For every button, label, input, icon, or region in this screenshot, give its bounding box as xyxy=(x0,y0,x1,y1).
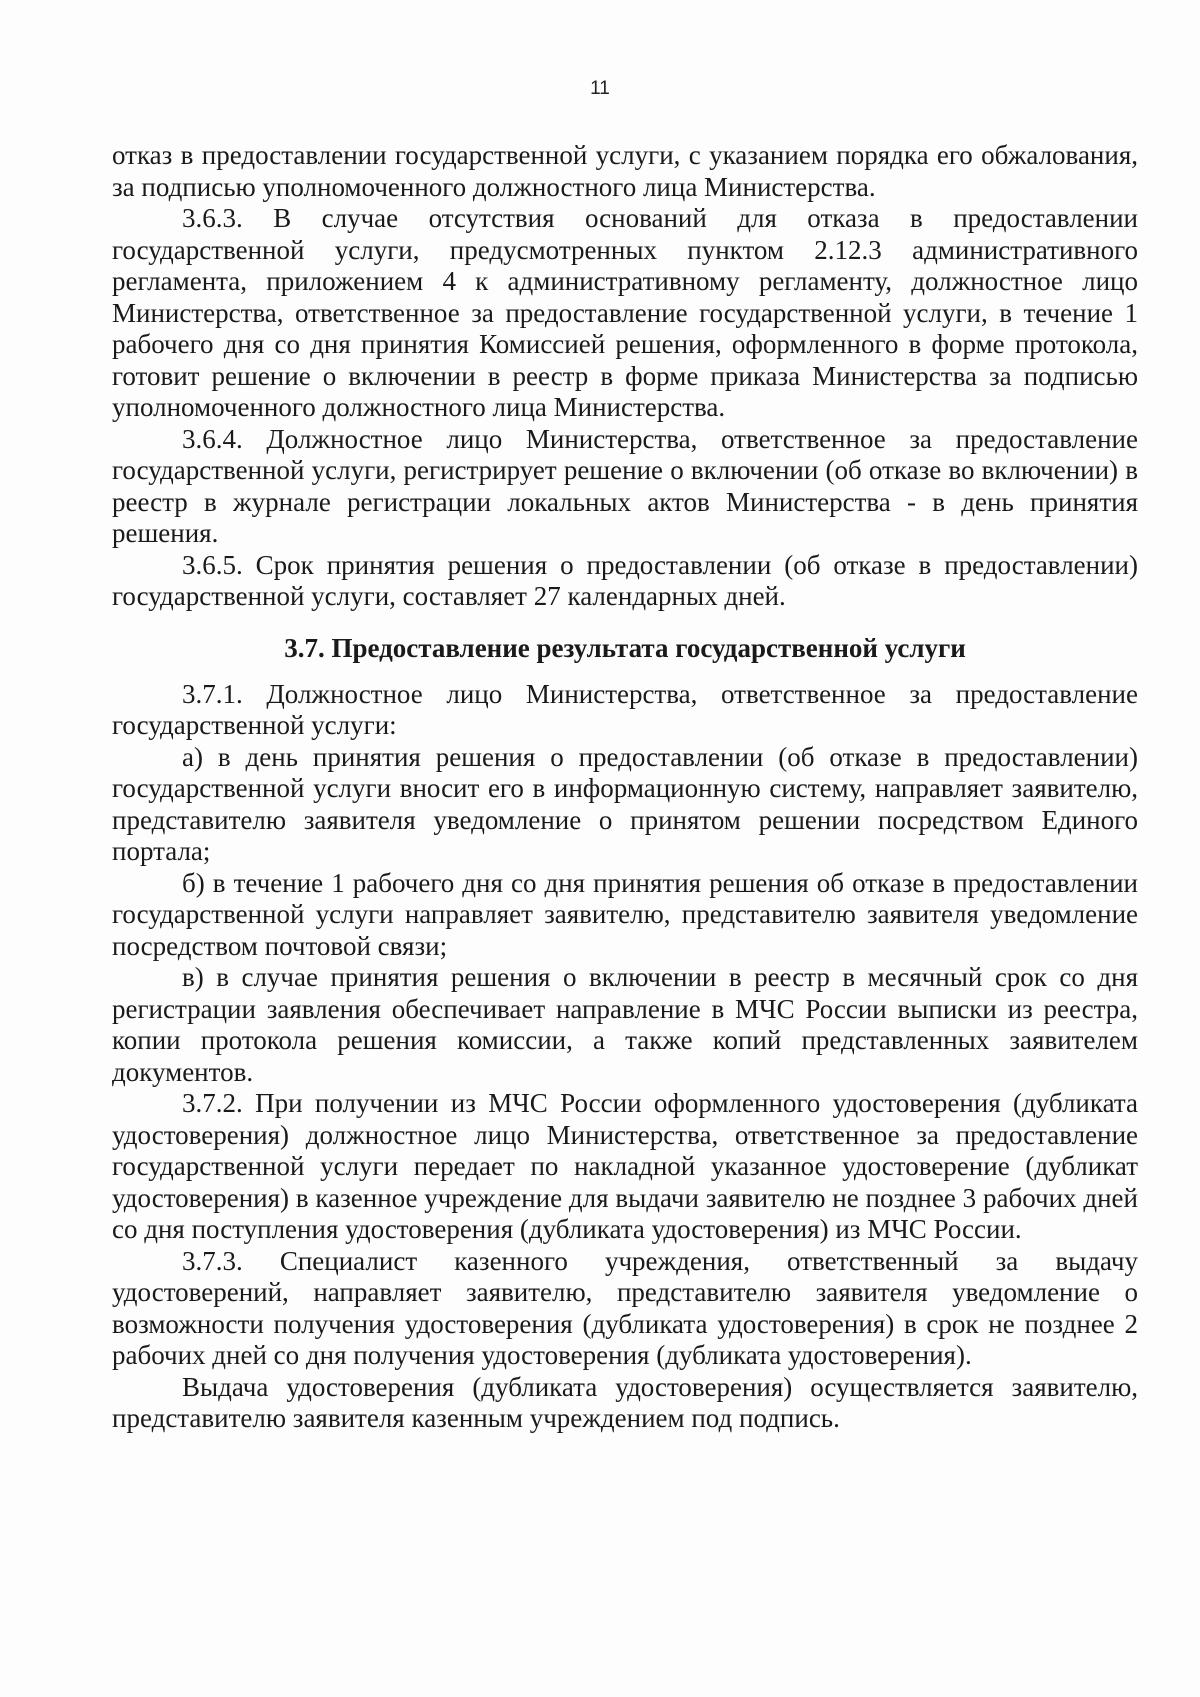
paragraph-3-7-1-a: а) в день принятия решения о предоставлении (об отказе в предоставлении) государственной услуги вносит его в информационную систему, направляет заявителю, представителю заявителя уведомление о принятом решении посредством Единого портала; xyxy=(112,741,1138,866)
paragraph-3-6-4: 3.6.4. Должностное лицо Министерства, ответственное за предоставление государственной услуги, регистрирует решение о включении (об отказе во включении) в реестр в журнале регистрации локальных актов Министерства - в день принятия решения. xyxy=(112,423,1138,548)
paragraph-continuation: отказ в предоставлении государственной услуги, с указанием порядка его обжалования, за подписью уполномоченного должностного лица Министерства. xyxy=(112,140,1138,202)
paragraph-3-7-3: 3.7.3. Специалист казенного учреждения, ответственный за выдачу удостоверений, направляет заявителю, представителю заявителя уведомление о возможности получения удостоверения (дубликата удостоверения) в срок не позднее 2 рабочих дней со дня получения удостоверения (дубликата удостоверения). xyxy=(112,1245,1138,1370)
paragraph-3-7-1-b: б) в течение 1 рабочего дня со дня принятия решения об отказе в предоставлении государственной услуги направляет заявителю, представителю заявителя уведомление посредством почтовой связи; xyxy=(112,867,1138,961)
paragraph-3-7-1-c: в) в случае принятия решения о включении в реестр в месячный срок со дня регистрации заявления обеспечивает направление в МЧС России выписки из реестра, копии протокола решения комиссии, а также копий представленных заявителем документов. xyxy=(112,962,1138,1087)
paragraph-3-7-1: 3.7.1. Должностное лицо Министерства, ответственное за предоставление государственной услуги: xyxy=(112,678,1138,740)
section-heading-3-7: 3.7. Предоставление результата государственной услуги xyxy=(284,632,966,663)
paragraph-issuance: Выдача удостоверения (дубликата удостоверения) осуществляется заявителю, представителю заявителя казенным учреждением под подпись. xyxy=(112,1371,1138,1433)
document-body xyxy=(112,140,1138,1435)
paragraph-3-7-2: 3.7.2. При получении из МЧС России оформленного удостоверения (дубликата удостоверения) должностное лицо Министерства, ответственное за предоставление государственной услуги передает по накладной указанное удостоверение (дубликат удостоверения) в казенное учреждение для выдачи заявителю не позднее 3 рабочих дней со дня поступления удостоверения (дубликата удостоверения) из МЧС России. xyxy=(112,1088,1138,1244)
paragraph-3-6-5: 3.6.5. Срок принятия решения о предоставлении (об отказе в предоставлении) государственной услуги, составляет 27 календарных дней. xyxy=(112,549,1138,611)
paragraph-3-6-3: 3.6.3. В случае отсутствия оснований для отказа в предоставлении государственной услуги, предусмотренных пунктом 2.12.3 административного регламента, приложением 4 к административному регламенту, должностное лицо Министерства, ответственное за предоставление государственной услуги, в течение 1 рабочего дня со дня принятия Комиссией решения, оформленного в форме протокола, готовит решение о включении в реестр в форме приказа Министерства за подписью уполномоченного должностного лица Министерства. xyxy=(112,203,1138,422)
page-number: 11 xyxy=(590,78,610,99)
